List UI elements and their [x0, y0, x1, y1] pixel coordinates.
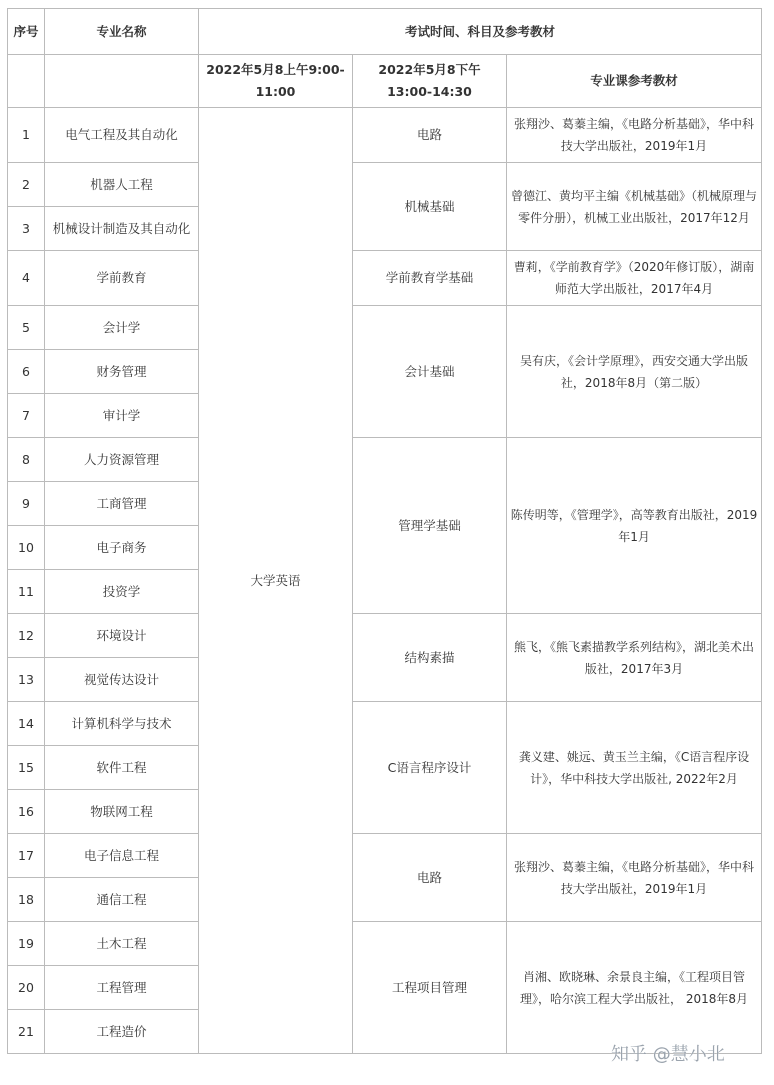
table-row	[8, 251, 762, 306]
row-number: 13	[8, 658, 45, 702]
header-pm-time: 2022年5月8下午13:00-14:30	[353, 55, 507, 108]
major-name: 投资学	[45, 570, 199, 614]
major-name: 计算机科学与技术	[45, 702, 199, 746]
major-name: 财务管理	[45, 350, 199, 394]
row-number: 15	[8, 746, 45, 790]
major-name: 工程造价	[45, 1010, 199, 1054]
header-am-time: 2022年5月8上午9:00-11:00	[199, 55, 353, 108]
textbook: 曾德江、黄均平主编《机械基础》（机械原理与零件分册），机械工业出版社，2017年12月	[507, 163, 762, 251]
row-number: 1	[8, 108, 45, 163]
row-number: 8	[8, 438, 45, 482]
textbook: 曹莉，《学前教育学》（2020年修订版），湖南师范大学出版社，2017年4月	[507, 251, 762, 306]
header-row-1	[8, 9, 762, 55]
header-textbook: 专业课参考教材	[507, 55, 762, 108]
major-name: 人力资源管理	[45, 438, 199, 482]
row-number: 9	[8, 482, 45, 526]
header-seq-blank	[8, 55, 45, 108]
major-name: 电气工程及其自动化	[45, 108, 199, 163]
textbook: 吴有庆，《会计学原理》，西安交通大学出版社，2018年8月（第二版）	[507, 306, 762, 438]
major-name: 机器人工程	[45, 163, 199, 207]
row-number: 7	[8, 394, 45, 438]
pm-subject: 电路	[353, 108, 507, 163]
table-row	[8, 614, 762, 658]
header-major: 专业名称	[45, 9, 199, 55]
table-row	[8, 702, 762, 746]
pm-subject: 结构素描	[353, 614, 507, 702]
major-name: 学前教育	[45, 251, 199, 306]
major-name: 工商管理	[45, 482, 199, 526]
header-exam-info: 考试时间、科目及参考教材	[199, 9, 762, 55]
major-name: 会计学	[45, 306, 199, 350]
table-row	[8, 108, 762, 163]
textbook: 张翔沙、葛蓁主编，《电路分析基础》，华中科技大学出版社，2019年1月	[507, 834, 762, 922]
row-number: 3	[8, 207, 45, 251]
pm-subject: 电路	[353, 834, 507, 922]
textbook: 张翔沙、葛蓁主编，《电路分析基础》，华中科技大学出版社，2019年1月	[507, 108, 762, 163]
row-number: 5	[8, 306, 45, 350]
pm-subject: 会计基础	[353, 306, 507, 438]
pm-subject: 管理学基础	[353, 438, 507, 614]
major-name: 机械设计制造及其自动化	[45, 207, 199, 251]
pm-subject: 学前教育学基础	[353, 251, 507, 306]
exam-schedule-table	[7, 8, 762, 1054]
header-seq: 序号	[8, 9, 45, 55]
row-number: 2	[8, 163, 45, 207]
row-number: 20	[8, 966, 45, 1010]
textbook: 陈传明等，《管理学》，高等教育出版社，2019年1月	[507, 438, 762, 614]
textbook: 肖湘、欧晓琳、余景良主编，《工程项目管理》，哈尔滨工程大学出版社， 2018年8月	[507, 922, 762, 1054]
pm-subject: 工程项目管理	[353, 922, 507, 1054]
row-number: 14	[8, 702, 45, 746]
major-name: 土木工程	[45, 922, 199, 966]
major-name: 软件工程	[45, 746, 199, 790]
row-number: 4	[8, 251, 45, 306]
pm-subject: 机械基础	[353, 163, 507, 251]
major-name: 工程管理	[45, 966, 199, 1010]
major-name: 电子信息工程	[45, 834, 199, 878]
major-name: 通信工程	[45, 878, 199, 922]
am-subject: 大学英语	[199, 108, 353, 1054]
row-number: 6	[8, 350, 45, 394]
table-row	[8, 306, 762, 350]
row-number: 16	[8, 790, 45, 834]
major-name: 审计学	[45, 394, 199, 438]
pm-subject: C语言程序设计	[353, 702, 507, 834]
row-number: 21	[8, 1010, 45, 1054]
major-name: 电子商务	[45, 526, 199, 570]
row-number: 19	[8, 922, 45, 966]
zhihu-watermark: 知乎 @慧小北	[611, 1044, 725, 1065]
row-number: 11	[8, 570, 45, 614]
row-number: 18	[8, 878, 45, 922]
textbook: 熊飞，《熊飞素描教学系列结构》，湖北美术出版社，2017年3月	[507, 614, 762, 702]
table-row	[8, 834, 762, 878]
header-row-2	[8, 55, 762, 108]
row-number: 17	[8, 834, 45, 878]
textbook: 龚义建、姚远、黄玉兰主编，《C语言程序设计》，华中科技大学出版社, 2022年2月	[507, 702, 762, 834]
table-row	[8, 922, 762, 966]
header-major-blank	[45, 55, 199, 108]
table-row	[8, 163, 762, 207]
row-number: 10	[8, 526, 45, 570]
row-number: 12	[8, 614, 45, 658]
major-name: 物联网工程	[45, 790, 199, 834]
major-name: 环境设计	[45, 614, 199, 658]
table-row	[8, 438, 762, 482]
major-name: 视觉传达设计	[45, 658, 199, 702]
